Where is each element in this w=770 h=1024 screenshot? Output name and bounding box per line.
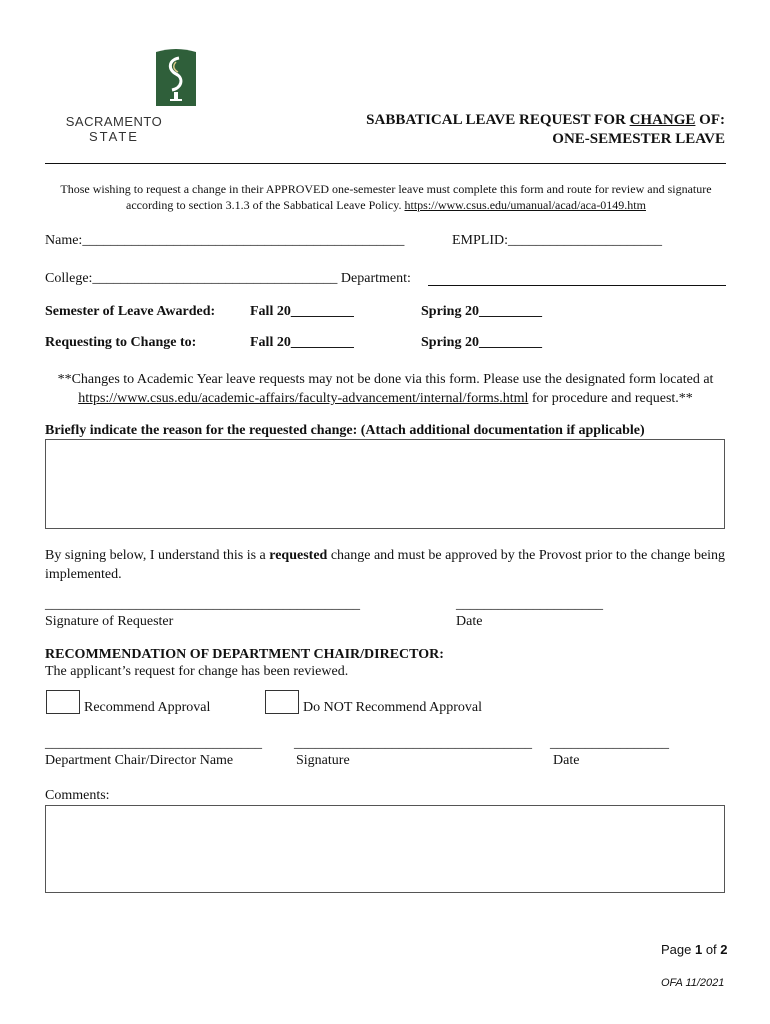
chair-name-line[interactable]: _______________________________ [45,736,262,751]
reason-label: Briefly indicate the reason for the requested change: (Attach additional documentation if applicable) [45,423,645,438]
semester-awarded-label: Semester of Leave Awarded: [45,304,216,319]
do-not-recommend-label: Do NOT Recommend Approval [303,700,482,715]
reason-textarea[interactable] [45,439,725,529]
do-not-recommend-checkbox[interactable] [265,690,299,714]
requesting-change-label: Requesting to Change to: [45,335,197,350]
department-line[interactable] [428,285,726,286]
chair-date-line[interactable]: _________________ [550,736,669,751]
sacramento-state-logo [62,48,166,148]
comments-label: Comments: [45,788,110,803]
logo-text-sacramento: SACRAMENTO [65,114,163,129]
logo-text-state: STATE [89,129,139,144]
requested-fall-field[interactable]: Fall 20_________ [250,335,354,350]
requested-spring-field[interactable]: Spring 20_________ [421,335,542,350]
requester-signature-line[interactable]: _____________________________________________ [45,597,360,612]
recommend-approval-checkbox[interactable] [46,690,80,714]
chair-signature-label: Signature [296,753,350,768]
recommendation-subtext: The applicant’s request for change has been reviewed. [45,664,349,679]
recommend-approval-label: Recommend Approval [84,700,211,715]
forms-link[interactable]: https://www.csus.edu/academic-affairs/faculty-advancement/internal/forms.html [78,391,529,406]
name-field[interactable]: Name:______________________________________________ [45,233,405,248]
awarded-fall-field[interactable]: Fall 20_________ [250,304,354,319]
chair-name-label: Department Chair/Director Name [45,753,234,768]
header-divider [45,163,726,164]
logo-shield-icon [154,48,198,108]
chair-signature-line[interactable]: __________________________________ [294,736,532,751]
requester-date-label: Date [456,614,483,629]
form-title: SABBATICAL LEAVE REQUEST FOR CHANGE OF: [366,112,725,128]
form-subtitle: ONE-SEMESTER LEAVE [552,131,725,147]
page-number: Page 1 of 2 [661,942,728,957]
requester-signature-label: Signature of Requester [45,614,174,629]
chair-date-label: Date [553,753,580,768]
college-field[interactable]: College:___________________________________ Department: [45,271,411,286]
policy-link[interactable]: https://www.csus.edu/umanual/acad/aca-0149.htm [404,198,646,212]
recommendation-heading: RECOMMENDATION OF DEPARTMENT CHAIR/DIRECTOR: [45,647,444,662]
intro-paragraph: Those wishing to request a change in their APPROVED one-semester leave must complete this form and route for review and signature according to section 3.1.3 of the Sabbatical Leave Policy. https://www.csus.edu/umanual/acad/aca-0149.htm [60,182,712,212]
signing-statement: By signing below, I understand this is a requested change and must be approved by the Provost prior to the change being implemented. [45,548,726,582]
comments-textarea[interactable] [45,805,725,893]
requester-date-line[interactable]: _____________________ [456,597,603,612]
awarded-spring-field[interactable]: Spring 20_________ [421,304,542,319]
academic-year-note: **Changes to Academic Year leave requests may not be done via this form. Please use the designated form located at https://www.csus.edu/academic-affairs/faculty-advancement/internal/forms.html for procedure and request.** [57,372,714,406]
form-code: OFA 11/2021 [661,977,725,989]
emplid-field[interactable]: EMPLID:______________________ [452,233,662,248]
